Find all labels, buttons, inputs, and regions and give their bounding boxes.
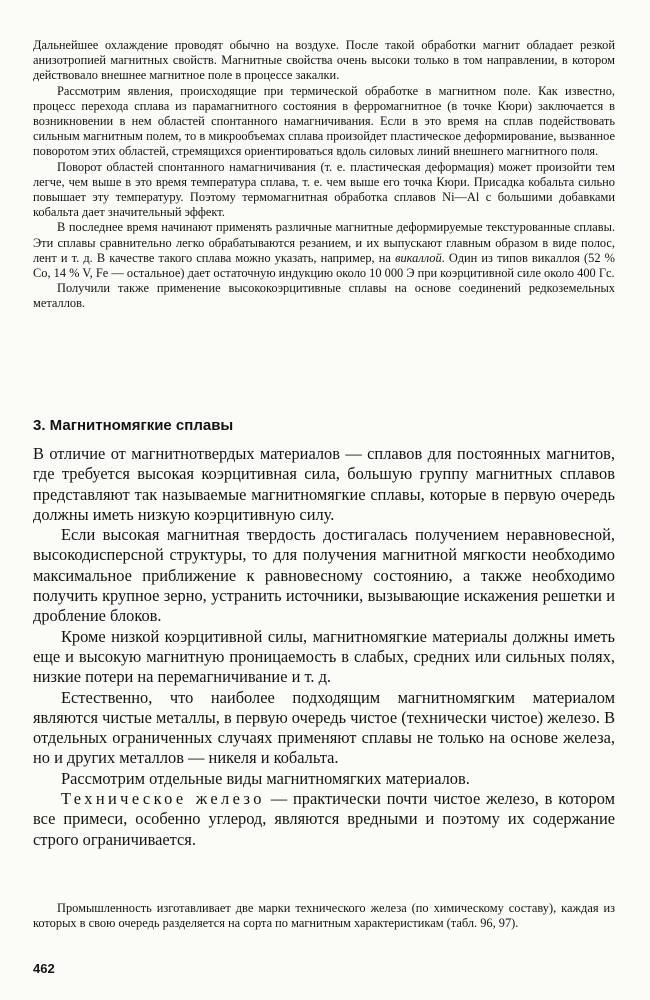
- text-span: . Один из типов викаллоя (52 % Co, 14 % V, Fe — остальное) дает остаточную индукцию около 10 000 Э при коэрцитивной силе около 400 Гс.: [33, 250, 615, 281]
- paragraph-soft-magnetic-intro: В отличие от магнитнотвердых материалов — сплавов для постоянных магнитов, где требуется высокая коэрцитивная сила, большую группу магнитных сплавов представляют так называемые магнитномягкие сплавы, которые в первую очередь должны иметь низкую коэрцитивную силу.: [33, 444, 615, 524]
- text-span: В последнее время начинают применять различные магнитные деформируемые текстурованные сплавы. Эти сплавы сравнительно легко обрабатываются резанием, и их выпускают главным образом в виде полос, лент и т. д. В качестве такого сплава можно указать, например, на: [33, 220, 615, 265]
- main-text-block: [33, 444, 615, 850]
- small-print-block: [33, 901, 615, 931]
- paragraph-pure-metals: Естественно, что наиболее подходящим магнитномягким материалом являются чистые металлы, в первую очередь чистое (технически чистое) железо. В отдельных ограниченных случаях применяют сплавы не только на основе железа, но и других металлов — никеля и кобальта.: [33, 687, 615, 768]
- term-vicalloy: викаллой: [395, 250, 442, 265]
- paragraph-cooling: Дальнейшее охлаждение проводят обычно на воздухе. После такой обработки магнит обладает резкой анизотропией магнитных свойств. Магнитные свойства очень высоки только в том направлении, в котором действовало внешнее магнитное поле в процессе закалки.: [33, 38, 615, 83]
- page-number: 462: [33, 961, 55, 976]
- term-technical-iron: Техническое железо: [61, 789, 265, 809]
- paragraph-permeability: Кроме низкой коэрцитивной силы, магнитномягкие материалы должны иметь еще и высокую магнитную проницаемость в слабых, средних или сильных полях, низкие потери на перемагничивание и т. д.: [33, 626, 615, 687]
- paragraph-rare-earth: Получили также применение высококоэрцитивные сплавы на основе соединений редкоземельных металлов.: [33, 281, 615, 311]
- top-text-block: [33, 38, 615, 312]
- section-heading: 3. Магнитномягкие сплавы: [33, 417, 234, 434]
- paragraph-types: Рассмотрим отдельные виды магнитномягких материалов.: [61, 768, 470, 788]
- paragraph-technical-iron: [33, 789, 615, 850]
- paragraph-iron-grades: Промышленность изготавливает две марки технического железа (по химическому составу), каждая из которых в свою очередь разделяется на сорта по магнитным характеристикам (табл. 96, 97).: [33, 901, 615, 931]
- paragraph-domain-rotation: Поворот областей спонтанного намагничивания (т. е. пластическая деформация) может произойти тем легче, чем выше в это время температура сплава, т. е. чем выше его точка Кюри. Присадка кобальта сильно повышает эту температуру. Поэтому термомагнитная обработка сплавов Ni—Al с большими добавками кобальта дает значительный эффект.: [33, 159, 615, 220]
- paragraph-heat-treatment: Рассмотрим явления, происходящие при термической обработке в магнитном поле. Как известно, процесс перехода сплава из парамагнитного состояния в ферромагнитное (в точке Кюри) заключается в возникновении в нем областей спонтанного намагничивания. Если в это время на сплав подействовать сильным магнитным полем, то в микрообъемах сплава произойдет пластическое деформирование, вызванное поворотом этих областей, стремящихся ориентироваться вдоль силовых линий внешнего магнитного поля.: [33, 83, 615, 159]
- paragraph-magnetic-softness: Если высокая магнитная твердость достигалась получением неравновесной, высокодисперсной структуры, то для получения магнитной мягкости необходимо максимальное приближение к равновесному состоянию, а также необходимо получить крупное зерно, устранить источники, вызывающие искажения решетки и дробление блоков.: [33, 525, 615, 626]
- text-span: — практически почти чистое железо, в котором все примеси, особенно углерод, являются вредными и поэтому их содержание строго ограничивается.: [33, 789, 615, 849]
- paragraph-textured-alloys: [33, 220, 615, 281]
